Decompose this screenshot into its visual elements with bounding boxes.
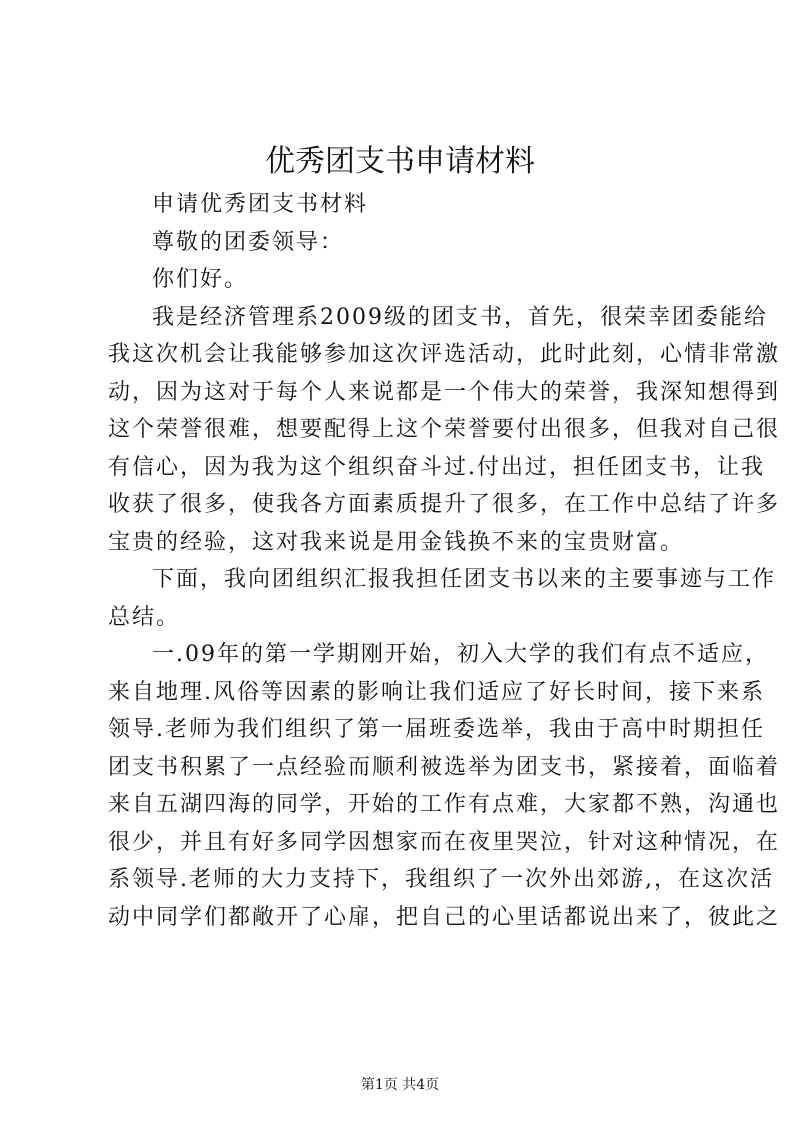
text-line: 宝贵的经验，这对我来说是用金钱换不来的宝贵财富。 xyxy=(108,529,685,555)
document-title: 优秀团支书申请材料 xyxy=(265,144,535,179)
page-indicator: 第1页 共4页 xyxy=(360,1077,440,1093)
document-body xyxy=(108,186,781,936)
text-line: 下面，我向团组织汇报我担任团支书以来的主要事迹与工作 xyxy=(152,567,777,592)
text-line: 很少，并且有好多同学因想家而在夜里哭泣，针对这种情况，在 xyxy=(108,829,781,855)
text-line: 系领导.老师的大力支持下，我组织了一次外出郊游,，在这次活 xyxy=(108,867,774,892)
paragraph xyxy=(108,186,708,224)
text-line: 我这次机会让我能够参加这次评选活动，此时此刻，心情非常激 xyxy=(108,342,781,367)
text-line: 团支书积累了一点经验而顺利被选举为团支书，紧接着，面临着 xyxy=(108,754,781,780)
text-line: 动中同学们都敞开了心扉，把自己的心里话都说出来了，彼此之 xyxy=(108,904,781,930)
paragraph xyxy=(108,224,708,262)
paragraph xyxy=(108,636,781,936)
text-line: 领导.老师为我们组织了第一届班委选举，我由于高中时期担任 xyxy=(108,717,765,742)
paragraph xyxy=(108,299,781,562)
text-line: 我是经济管理系2009级的团支书，首先，很荣幸团委能给 xyxy=(152,304,768,330)
text-line: 申请优秀团支书材料 xyxy=(152,192,369,217)
text-line: 一.09年的第一学期刚开始，初入大学的我们有点不适应， xyxy=(152,642,769,667)
text-line: 来自五湖四海的同学，开始的工作有点难，大家都不熟，沟通也 xyxy=(108,792,781,817)
text-line: 动，因为这对于每个人来说都是一个伟大的荣誉，我深知想得到 xyxy=(108,379,781,405)
text-line: 来自地理.风俗等因素的影响让我们适应了好长时间，接下来系 xyxy=(108,679,765,705)
text-line: 尊敬的团委领导： xyxy=(152,229,345,255)
text-line: 有信心，因为我为这个组织奋斗过.付出过，担任团支书，让我 xyxy=(108,454,765,480)
text-line: 这个荣誉很难，想要配得上这个荣誉要付出很多，但我对自己很 xyxy=(108,417,781,442)
paragraph xyxy=(108,261,708,299)
paragraph xyxy=(108,561,777,636)
text-line: 你们好。 xyxy=(152,267,249,292)
text-line: 收获了很多，使我各方面素质提升了很多，在工作中总结了许多 xyxy=(108,492,781,517)
text-line: 总结。 xyxy=(108,604,181,630)
